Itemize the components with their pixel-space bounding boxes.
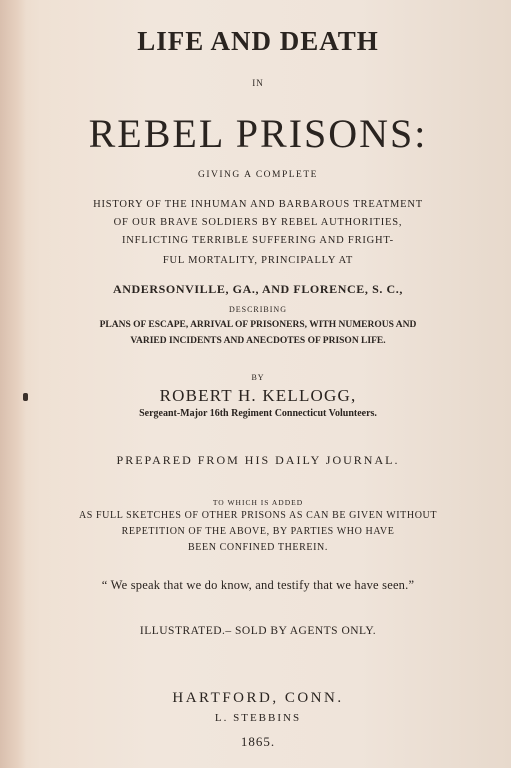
ink-mark [23, 393, 28, 401]
title-page-content [48, 0, 468, 768]
subtitle-line: PLANS OF ESCAPE, ARRIVAL OF PRISONERS, WITH NUMEROUS AND [99, 320, 417, 330]
epigraph-quote: “ We speak that we do know, and testify that we have seen.” [101, 578, 415, 592]
addendum-line: AS FULL SKETCHES OF OTHER PRISONS AS CAN BE GIVEN WITHOUT [78, 510, 438, 521]
subtitle-line: VARIED INCIDENTS AND ANECDOTES OF PRISON LIFE. [130, 336, 386, 346]
title-line-1: LIFE AND DEATH [137, 26, 379, 56]
imprint-city: HARTFORD, CONN. [172, 690, 344, 706]
title-line-3: REBEL PRISONS: [88, 111, 428, 156]
addendum-line: BEEN CONFINED THEREIN. [188, 542, 328, 553]
illustrated-note: ILLUSTRATED.– SOLD BY AGENTS ONLY. [139, 625, 377, 637]
addendum-intro: TO WHICH IS ADDED [212, 498, 304, 507]
subtitle-line: OF OUR BRAVE SOLDIERS BY REBEL AUTHORITIES, [113, 217, 403, 228]
title-line-2: IN [252, 78, 264, 88]
subtitle-describing: DESCRIBING [228, 305, 287, 314]
subtitle-line: FUL MORTALITY, PRINCIPALLY AT [162, 255, 354, 266]
imprint-publisher: L. STEBBINS [214, 712, 302, 724]
addendum-line: REPETITION OF THE ABOVE, BY PARTIES WHO HAVE [121, 526, 395, 537]
subtitle-line: INFLICTING TERRIBLE SUFFERING AND FRIGHT- [122, 235, 394, 246]
author-name: ROBERT H. KELLOGG, [159, 386, 357, 405]
subtitle-places: ANDERSONVILLE, GA., AND FLORENCE, S. C., [112, 282, 404, 296]
author-rank: Sergeant-Major 16th Regiment Connecticut Volunteers. [139, 408, 377, 419]
subtitle-line: HISTORY OF THE INHUMAN AND BARBAROUS TREATMENT [93, 199, 423, 210]
prepared-note: PREPARED FROM HIS DAILY JOURNAL. [116, 453, 400, 467]
page-edge [0, 0, 26, 768]
imprint-year: 1865. [240, 734, 276, 749]
author-by: BY [251, 373, 265, 382]
subtitle-line: GIVING A COMPLETE [198, 170, 318, 180]
